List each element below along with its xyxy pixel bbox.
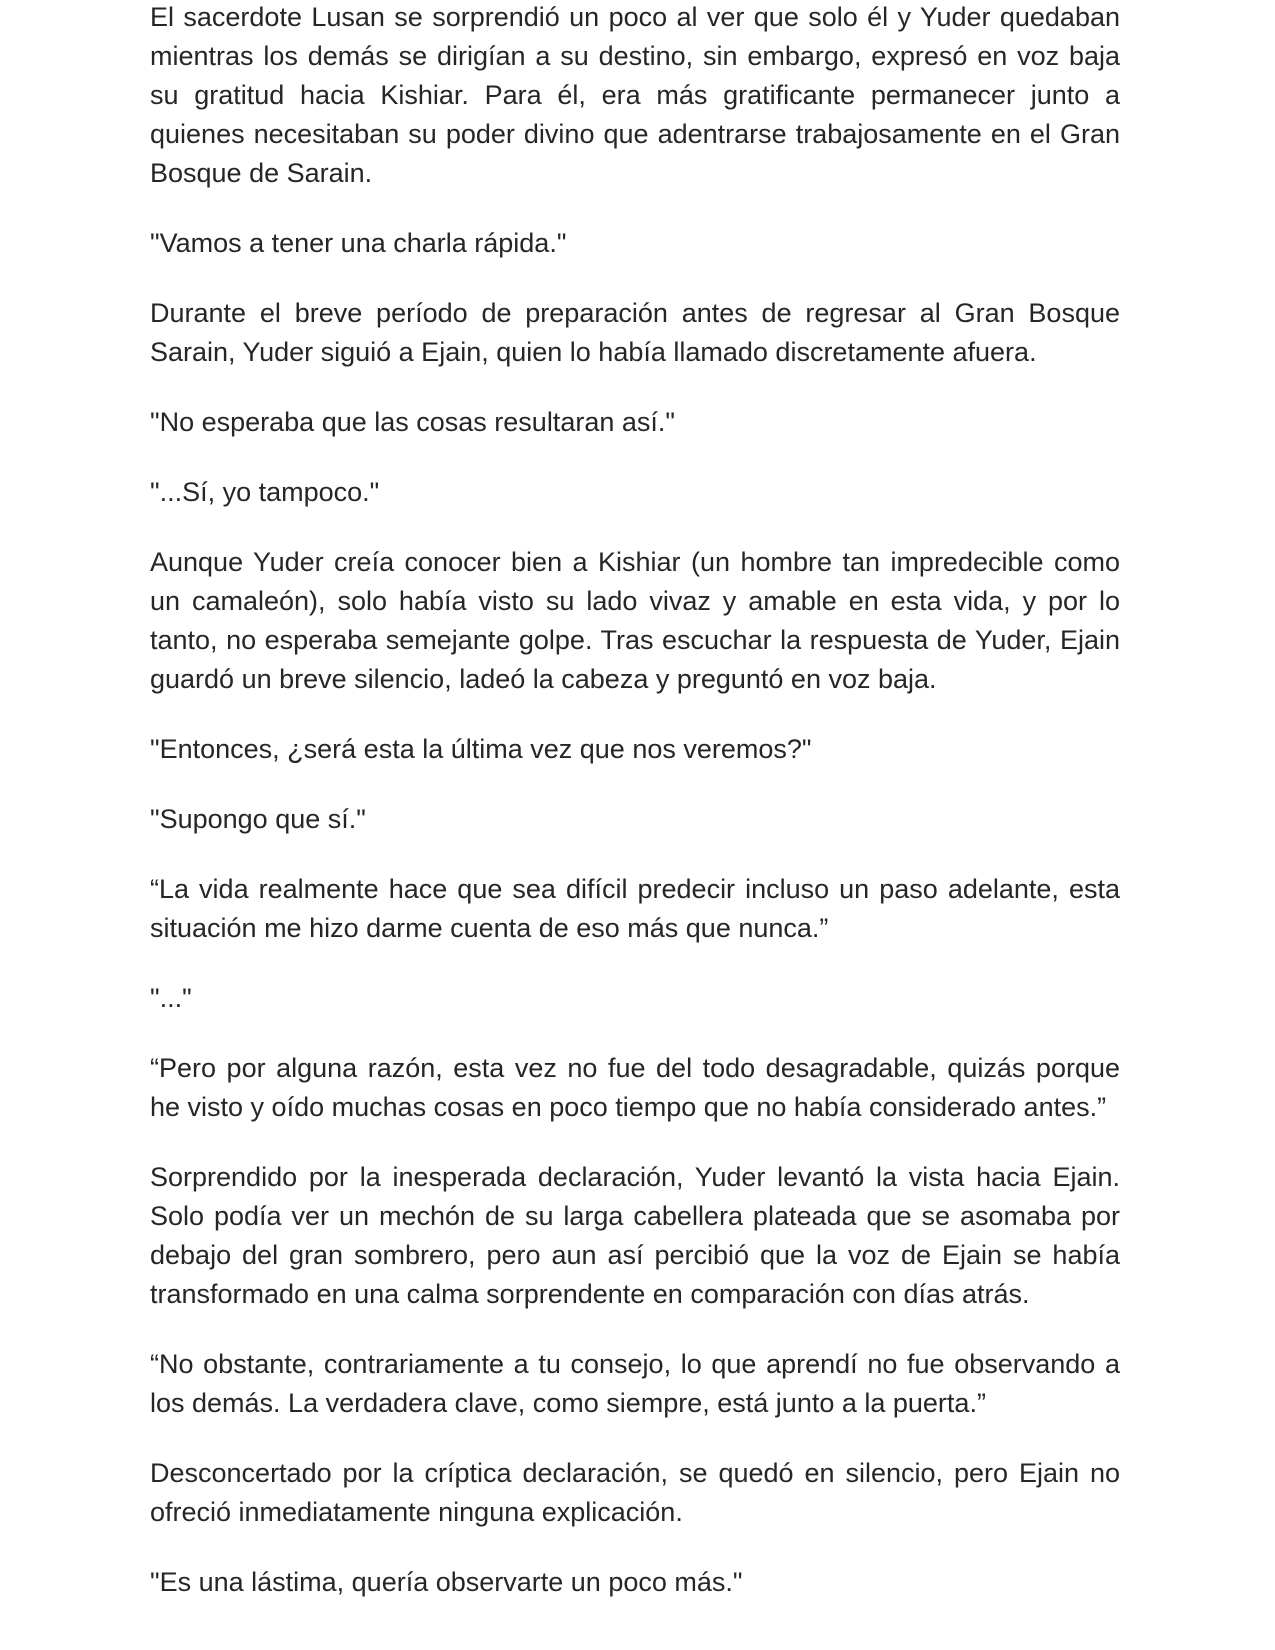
document-body <box>150 0 1120 1633</box>
paragraph: El sacerdote Lusan se sorprendió un poco al ver que solo él y Yuder quedaban mientras los demás se dirigían a su destino, sin embargo, expresó en voz baja su gratitud hacia Kishiar. Para él, era más gratificante permanecer junto a quienes necesitaban su poder divino que adentrarse trabajosamente en el Gran Bosque de Sarain. <box>150 2 1120 188</box>
paragraph: “La vida realmente hace que sea difícil predecir incluso un paso adelante, esta situación me hizo darme cuenta de eso más que nunca.” <box>150 874 1120 943</box>
paragraph: Durante el breve período de preparación antes de regresar al Gran Bosque Sarain, Yuder siguió a Ejain, quien lo había llamado discretamente afuera. <box>150 298 1120 367</box>
paragraph: "Es una lástima, quería observarte un poco más." <box>150 1567 743 1597</box>
paragraph: "...Sí, yo tampoco." <box>150 477 380 507</box>
paragraph: "No esperaba que las cosas resultaran así." <box>150 407 675 437</box>
paragraph: "Vamos a tener una charla rápida." <box>150 228 567 258</box>
paragraph: "Supongo que sí." <box>150 804 366 834</box>
paragraph: "..." <box>150 983 192 1013</box>
paragraph: Desconcertado por la críptica declaración, se quedó en silencio, pero Ejain no ofreció inmediatamente ninguna explicación. <box>150 1458 1120 1527</box>
paragraph: “Pero por alguna razón, esta vez no fue del todo desagradable, quizás porque he visto y oído muchas cosas en poco tiempo que no había considerado antes.” <box>150 1053 1120 1122</box>
paragraph: "Entonces, ¿será esta la última vez que nos veremos?" <box>150 734 812 764</box>
paragraph: “No obstante, contrariamente a tu consejo, lo que aprendí no fue observando a los demás. La verdadera clave, como siempre, está junto a la puerta.” <box>150 1349 1120 1418</box>
paragraph: Aunque Yuder creía conocer bien a Kishiar (un hombre tan impredecible como un camaleón), solo había visto su lado vivaz y amable en esta vida, y por lo tanto, no esperaba semejante golpe. Tras escuchar la respuesta de Yuder, Ejain guardó un breve silencio, ladeó la cabeza y preguntó en voz baja. <box>150 547 1120 694</box>
paragraph: Sorprendido por la inesperada declaración, Yuder levantó la vista hacia Ejain. Solo podía ver un mechón de su larga cabellera plateada que se asomaba por debajo del gran sombrero, pero aun así percibió que la voz de Ejain se había transformado en una calma sorprendente en comparación con días atrás. <box>150 1162 1120 1309</box>
